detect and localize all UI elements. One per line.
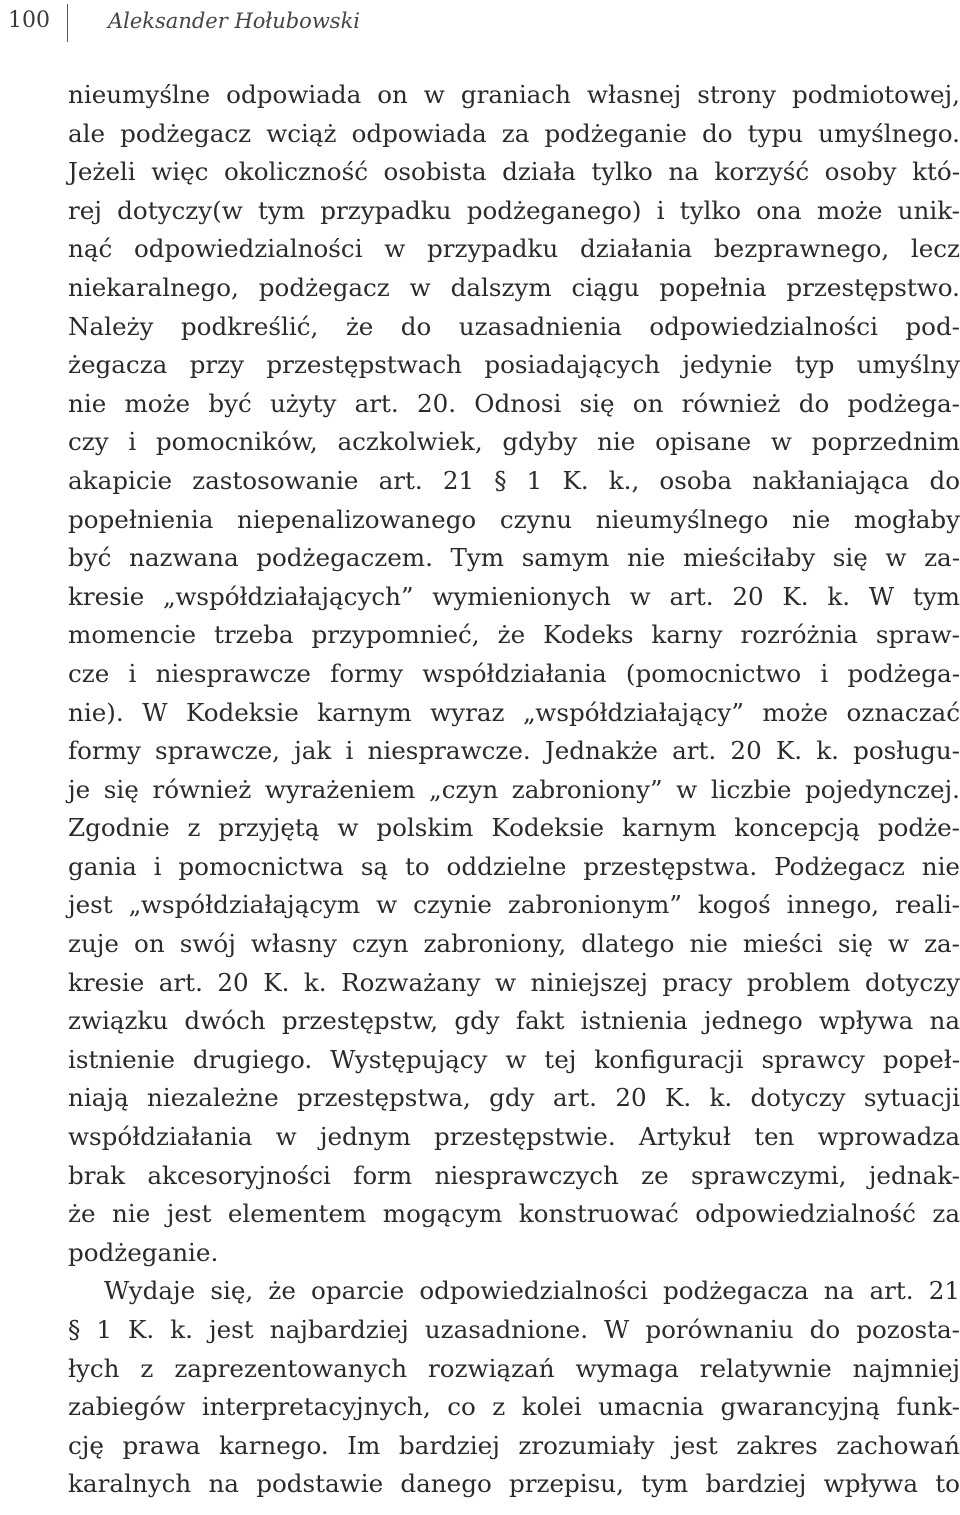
page-number: 100 [8,8,50,33]
paragraph-start-line: Wydaje się, że oparcie odpowiedzialności podżegacza na art. 21 [104,1276,960,1306]
text-line: niekaralnego, podżegacz w dalszym ciągu popełnia przestępstwo. [68,272,960,302]
text-line: czy i pomocników, aczkolwiek, gdyby nie opisane w poprzednim [68,427,960,457]
text-line: ale podżegacz wciąż odpowiada za podżeganie do typu umyślnego. [68,118,960,148]
text-line: momencie trzeba przypomnieć, że Kodeks karny rozróżnia spraw- [68,620,960,650]
running-head-author: Aleksander Hołubowski [108,9,361,33]
text-line: że nie jest elementem mogącym konstruować odpowiedzialność za [68,1199,960,1229]
text-line: kresie „współdziałających” wymienionych w art. 20 K. k. W tym [68,581,960,611]
text-line: je się również wyrażeniem „czyn zabroniony” w liczbie pojedynczej. [68,774,960,804]
text-line: cję prawa karnego. Im bardziej zrozumiały jest zakres zachowań [68,1430,960,1460]
text-line: rej dotyczy(w tym przypadku podżeganego) i tylko ona może unik- [68,195,960,225]
text-line: nie może być użyty art. 20. Odnosi się on również do podżega- [68,388,960,418]
text-line: brak akcesoryjności form niesprawczych ze sprawczymi, jednak- [68,1160,960,1190]
body-text [68,76,960,1504]
text-line: być nazwana podżegaczem. Tym samym nie mieściłaby się w za- [68,543,960,573]
text-line: § 1 K. k. jest najbardziej uzasadnione. W porównaniu do pozosta- [68,1315,960,1344]
text-line: nieumyślne odpowiada on w graniach własnej strony podmiotowej, [68,80,960,109]
text-line: formy sprawcze, jak i niesprawcze. Jednakże art. 20 K. k. posługu- [68,736,960,766]
header-divider [67,4,68,42]
text-line: zuje on swój własny czyn zabroniony, dlatego nie mieści się w za- [68,929,960,959]
text-line: cze i niesprawcze formy współdziałania (pomocnictwo i podżega- [68,658,960,688]
text-line: nąć odpowiedzialności w przypadku działania bezprawnego, lecz [68,234,960,264]
text-line: niają niezależne przestępstwa, gdy art. 20 K. k. dotyczy sytuacji [68,1083,960,1113]
paragraph-end-line: podżeganie. [68,1237,219,1267]
text-line: Zgodnie z przyjętą w polskim Kodeksie karnym koncepcją podże- [68,813,960,843]
text-line: istnienie drugiego. Występujący w tej konfiguracji sprawcy popeł- [68,1044,960,1074]
running-head [0,4,960,44]
text-line: jest „współdziałającym w czynie zabronionym” kogoś innego, reali- [68,890,960,920]
text-line: nie). W Kodeksie karnym wyraz „współdziałający” może oznaczać [68,697,960,727]
text-line: popełnienia niepenalizowanego czynu nieumyślnego nie mogłaby [68,504,960,534]
text-line: łych z zaprezentowanych rozwiązań wymaga relatywnie najmniej [68,1353,960,1383]
text-line: współdziałania w jednym przestępstwie. Artykuł ten wprowadza [68,1122,960,1152]
text-line: Należy podkreślić, że do uzasadnienia odpowiedzialności pod- [68,311,960,341]
text-line: Jeżeli więc okoliczność osobista działa tylko na korzyść osoby któ- [68,157,960,187]
text-line: zabiegów interpretacyjnych, co z kolei umacnia gwarancyjną funk- [68,1392,960,1422]
text-line: kresie art. 20 K. k. Rozważany w niniejszej pracy problem dotyczy [68,967,960,997]
text-line: żegacza przy przestępstwach posiadających jedynie typ umyślny [68,350,960,380]
text-line: związku dwóch przestępstw, gdy fakt istnienia jednego wpływa na [68,1006,960,1036]
text-line: gania i pomocnictwa są to oddzielne przestępstwa. Podżegacz nie [68,851,960,881]
text-line: karalnych na podstawie danego przepisu, tym bardziej wpływa to [68,1469,960,1499]
text-line: akapicie zastosowanie art. 21 § 1 K. k., osoba nakłaniająca do [68,465,960,495]
